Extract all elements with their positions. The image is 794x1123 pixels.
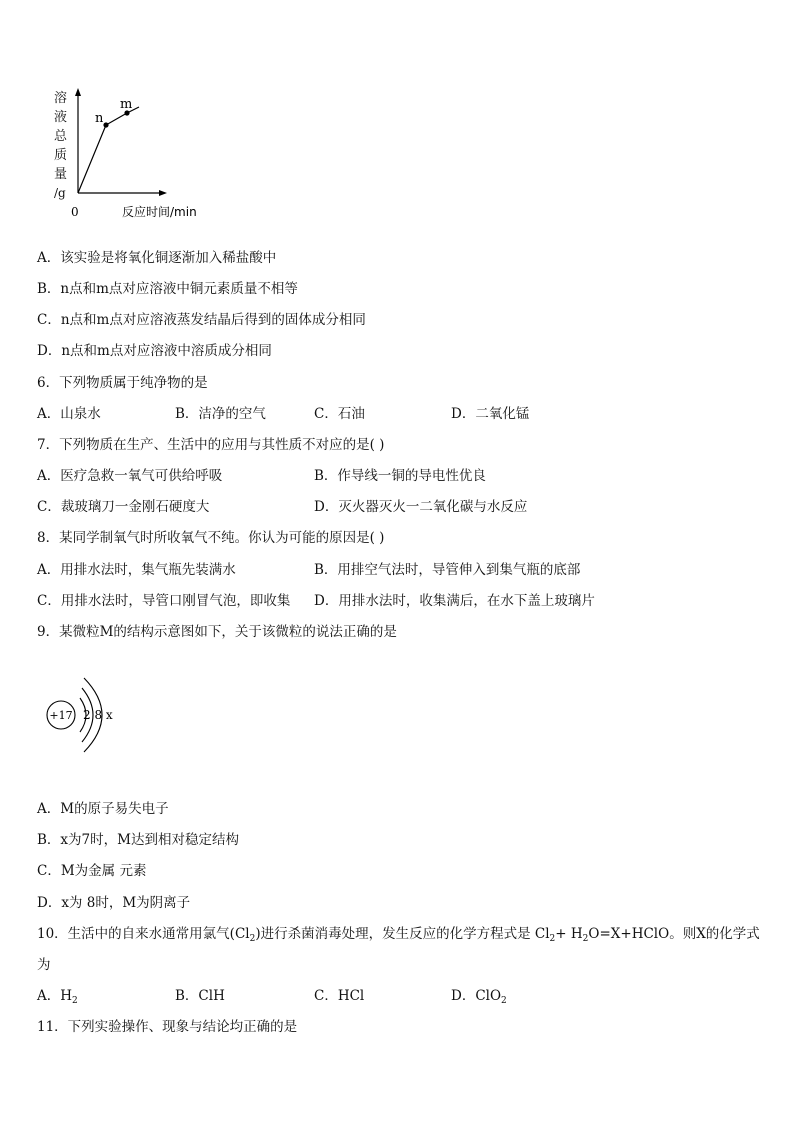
y-label-char: 总 [54,129,68,144]
q6-stem: 6．下列物质属于纯净物的是 [37,375,208,391]
q7-option-b: B．作导线一铜的导电性优良 [314,468,486,484]
q10-option-c: C．HCl [314,988,365,1004]
q10-stem-part: 10．生活中的自来水通常用氯气(Cl [37,926,250,942]
subscript: 2 [582,934,589,944]
q5-option-b: B．n点和m点对应溶液中铜元素质量不相等 [37,281,298,297]
atom-svg [40,668,130,763]
y-label-char: 质 [54,148,68,163]
q10-stem [37,925,760,945]
q8-stem: 8．某同学制氧气时所收氧气不纯。你认为可能的原因是( ) [37,530,385,546]
q9-option-b: B．x为7时，M达到相对稳定结构 [37,832,239,848]
atom-structure-diagram [40,668,130,763]
q10-stem-line2: 为 [37,957,51,973]
q6-option-a: A．山泉水 [37,406,101,422]
q9-option-a: A．M的原子易失电子 [37,801,169,817]
subscript: 2 [549,934,556,944]
q7-option-d: D．灭火器灭火一二氧化碳与水反应 [314,499,528,515]
graph-svg [50,86,220,226]
q9-option-c: C．M为金属 元素 [37,863,147,879]
q8-option-b: B．用排空气法时，导管伸入到集气瓶的底部 [314,562,581,578]
point-n-label: n [95,111,104,126]
y-label-char: 溶 [54,91,68,106]
subscript: 2 [501,996,507,1006]
q9-option-d: D．x为 8时，M为阴离子 [37,895,191,911]
origin-label: 0 [71,205,79,219]
q7-stem: 7．下列物质在生产、生活中的应用与其性质不对应的是( ) [37,437,385,453]
mass-curve [78,107,139,193]
point-n-marker [103,122,108,127]
electron-shells: 2 8 x [83,708,113,722]
x-axis-arrow [159,190,167,196]
q5-option-d: D．n点和m点对应溶液中溶质成分相同 [37,343,272,359]
q7-option-c: C．裁玻璃刀一金刚石硬度大 [37,499,210,515]
q10-stem-part: + H [555,926,583,942]
q6-option-b: B．洁净的空气 [175,406,266,422]
y-label-char: 液 [54,110,68,125]
q10-option-b: B．ClH [175,988,225,1004]
q10-option-d [451,987,507,1007]
q5-option-c: C．n点和m点对应溶液蒸发结晶后得到的固体成分相同 [37,312,366,328]
q9-stem: 9．某微粒M的结构示意图如下，关于该微粒的说法正确的是 [37,624,397,640]
q7-option-a: A．医疗急救一氧气可供给呼吸 [37,468,223,484]
subscript: 2 [249,934,256,944]
y-axis-arrow [75,88,81,96]
q6-option-d: D．二氧化锰 [451,406,530,422]
q6-option-c: C．石油 [314,406,365,422]
point-m-label: m [120,97,133,112]
nucleus-charge: +17 [49,709,73,722]
reaction-mass-graph [50,86,220,226]
y-label-unit: /g [54,186,66,200]
q10-option-a-text: A．H [37,988,73,1004]
q10-stem-part: )进行杀菌消毒处理，发生反应的化学方程式是 Cl [255,926,550,942]
q10-option-a [37,987,78,1007]
subscript: 2 [72,996,78,1006]
q10-option-d-text: D．ClO [451,988,502,1004]
q5-option-a: A．该实验是将氧化铜逐渐加入稀盐酸中 [37,250,277,266]
q8-option-a: A．用排水法时，集气瓶先装满水 [37,562,236,578]
q8-option-c: C．用排水法时，导管口刚冒气泡，即收集 [37,593,291,609]
y-label-char: 量 [54,167,68,182]
q11-stem: 11．下列实验操作、现象与结论均正确的是 [37,1019,298,1035]
q10-stem-part: O=X+HClO。则X的化学式 [588,926,760,942]
q8-option-d: D．用排水法时，收集满后，在水下盖上玻璃片 [314,593,595,609]
x-axis-label: 反应时间/min [122,205,197,219]
